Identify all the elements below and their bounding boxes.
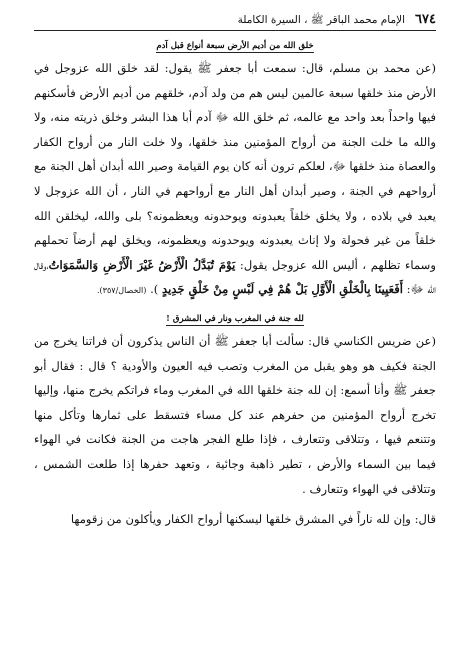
section-title: لله جنة في المغرب ونار في المشرق ! bbox=[166, 313, 304, 324]
paragraph: (عن ضريس الكناسي قال: سألت أبا جعفر ﷺ أن الناس يذكرون أن فراتنا يخرج من الجنة فكيف هو وهو يقبل من المغرب وتصب فيه العيون والأودية ؟ قال : فقال أبو جعفر ﷺ وأنا أسمع: إن لله جنة خلقها الله في المغرب وماء فراتكم يخرج منها، وإليها تخرج أرواح المؤمنين من حفرهم عند كل مساء فتسقط على ثمارها وتأكل منها وتتنعم فيها ، وتتلاقى وتتعارف ، فإذا طلع الفجر هاجت من الجنة فكانت في الهواء فيما بين السماء والأرض ، تطير ذاهبة وجائية ، وتعهد حفرها إذا طلعت الشمس ، وتتلاقى في الهواء وتتعارف . bbox=[34, 333, 436, 496]
page-number: ٦٧٤ bbox=[415, 12, 436, 27]
paragraph: قال: وإن لله ناراً في المشرق خلقها ليسكنها أرواح الكفار ويأكلون من زقومها bbox=[70, 512, 436, 527]
source-reference: (الخصال/٣٥٧). bbox=[97, 286, 147, 296]
running-title: الإمام محمد الباقر ﷺ ، السيرة الكاملة bbox=[237, 14, 406, 26]
book-page bbox=[34, 12, 436, 659]
paragraph: (عن محمد بن مسلم، قال: سمعت أبا جعفر ﷺ يقول: لقد خلق الله عزوجل في الأرض منذ خلقها سبعة عالمين ليس هم من ولد آدم، خلقهم من أديم الأرض فأسكنهم فيها واحداً بعد واحد مع عالمه، ثم خلق الله ﷻ آدم أبا هذا البشر وخلق ذريته منه، ولا والله ما خلت الجنة من أرواح المؤمنين منذ خلقها، ولا خلت النار من أرواح الكفار والعصاة منذ خلقها ﷻ، لعلكم ترون أنه كان يوم القيامة وصير الله أبدان أهل الجنة مع أرواحهم في الجنة ، وصير أبدان أهل النار مع أرواحهم في النار ، أن الله عزوجل لا يعبد في بلاده ، ولا يخلق خلقاً يعبدونه ويوحدونه ويعظمونه؟ بلى والله، ليخلقن الله خلقاً من غير فحولة ولا إناث يعبدونه ويوحدونه ويعظمونه، ويخلق لهم أرضاً تحملهم وسماء تظلهم ، أليس الله عزوجل يقول: يَوْمَ تُبَدَّلُ الْأَرْضُ غَيْرَ الْأَرْضِ وَالسَّمَوَاتُ،وقال الله ﷻ: أَفَعَيِينَا بِالْخَلْقِ الْأَوَّلِ بَلْ هُمْ فِي لَبْسٍ مِنْ خَلْقٍ جَدِيدٍ ). (الخصال/٣٥٧). bbox=[34, 61, 436, 297]
section-title: خلق الله من أديم الأرض سبعة أنواع قبل آدم bbox=[156, 41, 314, 51]
running-head bbox=[34, 12, 436, 28]
header-rule bbox=[34, 30, 436, 31]
quran-quote: أَفَعَيِينَا بِالْخَلْقِ الْأَوَّلِ بَلْ هُمْ فِي لَبْسٍ مِنْ خَلْقٍ جَدِيدٍ bbox=[161, 282, 403, 297]
quran-quote: يَوْمَ تُبَدَّلُ الْأَرْضُ غَيْرَ الْأَرْضِ وَالسَّمَوَاتُ bbox=[48, 257, 236, 272]
